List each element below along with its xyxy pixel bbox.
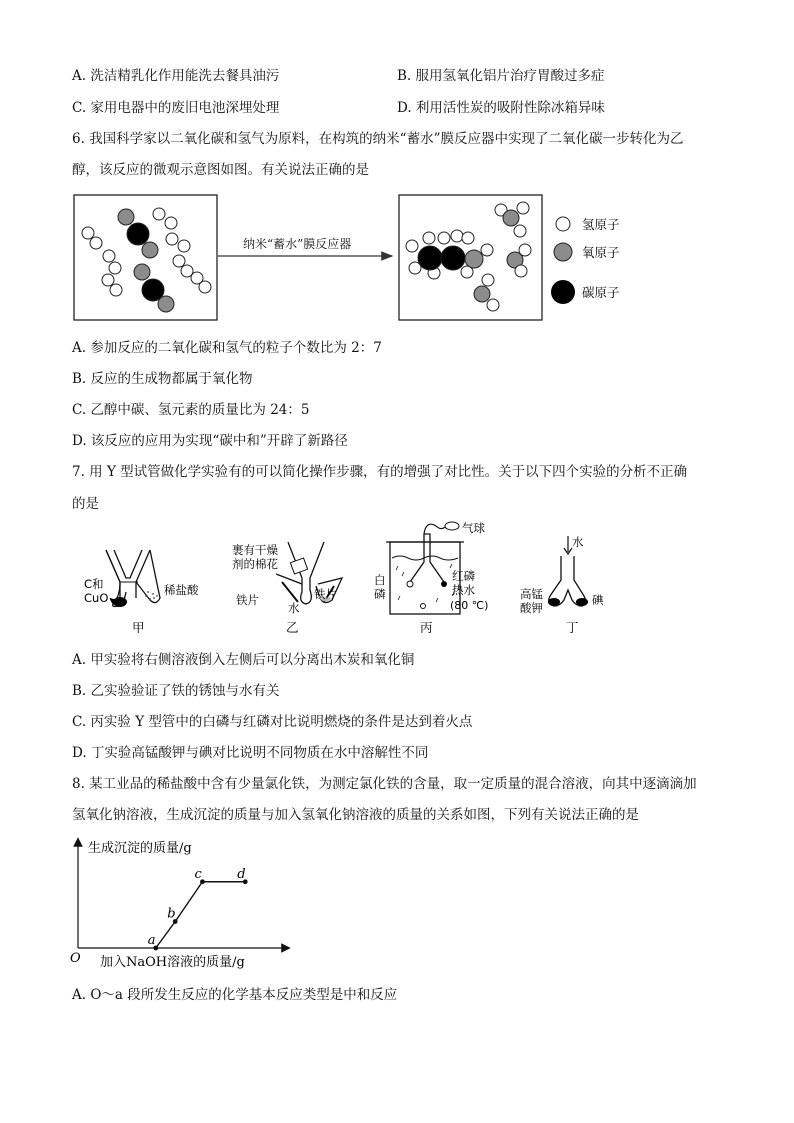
hydrogen-atom bbox=[515, 265, 527, 277]
jia-left-label1: C和 bbox=[84, 577, 104, 591]
hydrogen-atom bbox=[103, 250, 115, 262]
figure-yi bbox=[232, 542, 342, 635]
oxygen-atom bbox=[134, 264, 150, 280]
hydrogen-atom bbox=[438, 232, 450, 244]
ding-right-solid bbox=[576, 598, 588, 606]
q7-option-a: A. 甲实验将右侧溶液倒入左侧后可以分离出木炭和氧化铜 bbox=[72, 652, 415, 668]
origin-label: O bbox=[70, 951, 81, 966]
q5-option-c: C. 家用电器中的废旧电池深埋处理 bbox=[72, 100, 280, 116]
q5-option-a: A. 洗洁精乳化作用能洗去餐具油污 bbox=[72, 68, 280, 84]
carbon-atom bbox=[418, 246, 442, 270]
jia-right-label: 稀盐酸 bbox=[164, 583, 199, 597]
ding-left-label2: 酸钾 bbox=[520, 601, 543, 615]
oxygen-atom bbox=[118, 209, 134, 225]
arrow-label: 纳米“蓄水”膜反应器 bbox=[243, 237, 352, 251]
q7-option-d: D. 丁实验高锰酸钾与碘对比说明不同物质在水中溶解性不同 bbox=[72, 745, 429, 761]
hydrogen-atom bbox=[462, 232, 474, 244]
reactant-box bbox=[74, 195, 217, 320]
yi-cotton bbox=[290, 558, 307, 574]
ding-left-solid bbox=[548, 598, 560, 606]
q6-stem-line1: 6. 我国科学家以二氧化碳和氢气为原料，在构筑的纳米“蓄水”膜反应器中实现了二氧化碳一步转化为乙 bbox=[72, 131, 684, 147]
hydrogen-atom bbox=[406, 240, 418, 252]
q7-stem-line1: 7. 用 Y 型试管做化学实验有的可以简化操作步骤，有的增强了对比性。关于以下四个实验的分析不正确 bbox=[72, 464, 688, 480]
hydrogen-atom bbox=[166, 233, 178, 245]
oxygen-atom bbox=[503, 210, 519, 226]
q6-option-a: A. 参加反应的二氧化碳和氢气的粒子个数比为 2：7 bbox=[72, 340, 382, 356]
q5-option-d: D. 利用活性炭的吸附性除冰箱异味 bbox=[397, 100, 605, 116]
hydrogen-atom bbox=[153, 208, 165, 220]
hydrogen-atom bbox=[451, 230, 463, 242]
y-axis-label: 生成沉淀的质量/g bbox=[88, 841, 192, 856]
yi-caption: 乙 bbox=[286, 620, 299, 635]
hydrogen-atom bbox=[481, 244, 493, 256]
legend-carbon-swatch bbox=[551, 280, 575, 304]
legend-hydrogen-label: 氢原子 bbox=[582, 217, 620, 232]
oxygen-atom bbox=[474, 286, 490, 302]
figure-bing bbox=[374, 521, 488, 635]
ding-left-label1: 高锰 bbox=[520, 587, 543, 601]
q6-reaction-diagram bbox=[60, 188, 740, 328]
q7-stem-line2: 的是 bbox=[72, 496, 99, 512]
hydrogen-atom bbox=[178, 240, 190, 252]
hydrogen-atom bbox=[109, 262, 121, 274]
legend-hydrogen-swatch bbox=[556, 217, 570, 231]
point-label-d: d bbox=[237, 866, 246, 882]
hydrogen-atom bbox=[199, 281, 211, 293]
bing-caption: 丙 bbox=[420, 620, 433, 635]
point-label-a: a bbox=[147, 933, 156, 948]
q6-option-c: C. 乙醇中碳、氢元素的质量比为 24：5 bbox=[72, 402, 310, 418]
bing-right-label3: (80 ℃) bbox=[450, 599, 489, 612]
hydrogen-atom bbox=[82, 227, 94, 239]
yi-right-label: 铁片 bbox=[314, 587, 337, 601]
q6-stem-line2: 醇，该反应的微观示意图如图。有关说法正确的是 bbox=[72, 162, 369, 178]
bing-right-label1: 红磷 bbox=[452, 569, 475, 583]
carbon-atom bbox=[441, 246, 465, 270]
hydrogen-atom bbox=[423, 232, 435, 244]
carbon-atom bbox=[127, 223, 149, 245]
yi-top-label1: 裹有干燥 bbox=[232, 543, 278, 557]
jia-caption: 甲 bbox=[132, 620, 145, 635]
hydrogen-atom bbox=[487, 299, 499, 311]
bing-right-label2: 热水 bbox=[452, 583, 475, 597]
bing-balloon-label: 气球 bbox=[462, 521, 485, 535]
ding-caption: 丁 bbox=[566, 620, 579, 635]
oxygen-atom bbox=[142, 242, 158, 258]
q8-precipitate-chart bbox=[60, 832, 300, 974]
point-label-b: b bbox=[167, 906, 176, 922]
x-axis-label: 加入NaOH溶液的质量/g bbox=[100, 955, 245, 970]
ding-top-label: 水 bbox=[572, 535, 584, 549]
bing-balloon bbox=[445, 522, 459, 530]
jia-left-solid bbox=[113, 597, 127, 607]
q6-option-d: D. 该反应的应用为实现“碳中和”开辟了新路径 bbox=[72, 433, 348, 449]
bing-white-phosphorus bbox=[407, 581, 413, 587]
hydrogen-atom bbox=[102, 274, 114, 286]
q5-option-b: B. 服用氢氧化铝片治疗胃酸过多症 bbox=[397, 68, 605, 84]
hydrogen-atom bbox=[90, 237, 102, 249]
q8-stem-line1: 8. 某工业品的稀盐酸中含有少量氯化铁，为测定氯化铁的含量，取一定质量的混合溶液，向其中逐滴滴加 bbox=[72, 776, 697, 792]
legend-oxygen-swatch bbox=[554, 243, 572, 261]
chart-marks bbox=[148, 867, 248, 951]
oxygen-atom bbox=[158, 296, 174, 312]
hydrogen-atom bbox=[514, 225, 526, 237]
q7-option-c: C. 丙实验 Y 型管中的白磷与红磷对比说明燃烧的条件是达到着火点 bbox=[72, 714, 473, 730]
figure-jia bbox=[84, 550, 199, 635]
hydrogen-atom bbox=[110, 284, 122, 296]
hydrogen-atom bbox=[482, 274, 494, 286]
legend-oxygen-label: 氧原子 bbox=[582, 245, 620, 260]
legend-carbon-label: 碳原子 bbox=[582, 285, 620, 300]
point-label-c: c bbox=[194, 866, 202, 882]
jia-left-label2: CuO bbox=[84, 591, 109, 605]
legend bbox=[551, 217, 620, 304]
yi-left-label: 铁片 bbox=[236, 593, 259, 607]
bing-left-label2: 磷 bbox=[374, 587, 386, 601]
yi-top-label2: 剂的棉花 bbox=[232, 557, 278, 571]
hydrogen-atom bbox=[173, 255, 185, 267]
oxygen-atom bbox=[465, 250, 483, 268]
bing-water-surface bbox=[392, 556, 458, 560]
q7-experiment-figures bbox=[80, 520, 640, 645]
hydrogen-atom bbox=[165, 217, 177, 229]
bing-red-phosphorus bbox=[441, 581, 447, 587]
q6-option-b: B. 反应的生成物都属于氧化物 bbox=[72, 371, 253, 387]
q7-option-b: B. 乙实验验证了铁的锈蚀与水有关 bbox=[72, 683, 280, 699]
q8-option-a: A. O～a 段所发生反应的化学基本反应类型是中和反应 bbox=[72, 987, 398, 1003]
q8-stem-line2: 氢氧化钠溶液，生成沉淀的质量与加入氢氧化钠溶液的质量的关系如图，下列有关说法正确的是 bbox=[72, 807, 639, 823]
hydrogen-atom bbox=[517, 202, 529, 214]
ding-right-label: 碘 bbox=[592, 593, 604, 607]
yi-water-label: 水 bbox=[288, 601, 300, 615]
yi-left-iron bbox=[282, 582, 298, 602]
bing-left-label1: 白 bbox=[374, 573, 386, 587]
figure-ding bbox=[520, 535, 604, 635]
